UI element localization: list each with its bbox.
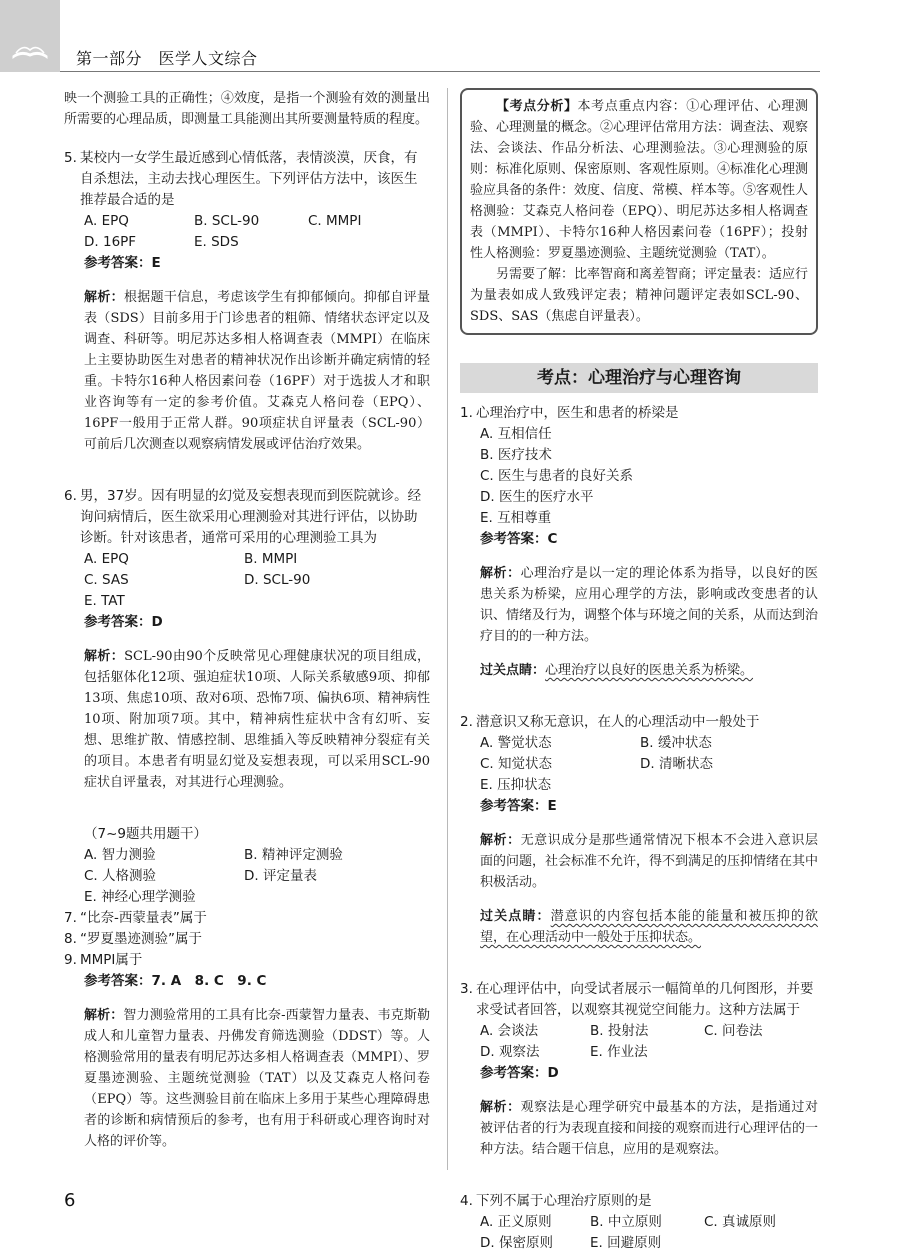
explanation-label: 解析：: [84, 649, 125, 664]
explanation-text: 无意识成分是那些通常情况下根本不会进入意识层面的问题，社会标准不允许，得不到满足的压抑情绪在其中积极活动。: [480, 833, 819, 890]
question-stem: 某校内一女学生最近感到心情低落，表情淡漠，厌食，有自杀想法，主动去找心理医生。下列评估方法中，该医生推荐最合适的是: [80, 150, 418, 208]
question-number: 5.: [64, 150, 77, 166]
intro-paragraph: 映一个测验工具的正确性；④效度，是指一个测验有效的测量出所需要的心理品质，即测量工具能测出其所要测量特质的程度。: [64, 91, 430, 127]
explanation-label: 解析：: [480, 1100, 521, 1115]
explanation: [460, 830, 818, 893]
column-divider: [447, 88, 448, 1170]
question-group-7-9: [64, 824, 430, 1152]
answer: 参考答案：E: [84, 255, 161, 271]
key-insight-label: 过关点睛：: [480, 909, 551, 924]
explanation-label: 解析：: [480, 566, 521, 581]
question-number: 2.: [460, 714, 473, 730]
explanation: [64, 287, 430, 455]
option-e: E. 回避原则: [590, 1235, 662, 1251]
explanation-text: 智力测验常用的工具有比奈-西蒙智力量表、韦克斯勒成人和儿童智力量表、丹佛发育筛选测验（DDST）等。人格测验常用的量表有明尼苏达多相人格调查表（MMPI）、罗夏墨迹测验、主题统觉测验（TAT）以及艾森克人格问卷（EPQ）等。这些测验目前在临床上多用于某些心理障碍患者的诊断和病情预后的参考，也有用于科研或心理咨询时对人格的评价等。: [84, 1008, 431, 1149]
question-stem: 在心理评估中，向受试者展示一幅简单的几何图形，并要求受试者回答，以观察其视觉空间能力。这种方法属于: [476, 981, 814, 1018]
option-e: E. SDS: [194, 234, 239, 250]
question-stem: “罗夏墨迹测验”属于: [80, 931, 202, 947]
explanation-text: 根据题干信息，考虑该学生有抑郁倾向。抑郁自评量表（SDS）目前多用于门诊患者的粗筛、情绪状态评定以及调查、科研等。明尼苏达多相人格调查表（MMPI）在临床上主要协助医生对患者的精神状况作出诊断并确定病情的轻重。卡特尔16种人格因素问卷（16PF）对于选拔人才和职业咨询等有一定的参考价值。艾森克人格问卷（EPQ）、16PF一般用于正常人群。90项症状自评量表（SCL-90）可前后几次测查以观察病情发展或评估治疗效果。: [84, 290, 430, 452]
option-b: B. 缓冲状态: [640, 735, 712, 751]
header-block: [0, 0, 60, 72]
explanation: [460, 563, 818, 647]
key-insight-label: 过关点睛：: [480, 663, 546, 678]
option-b: B. 投射法: [590, 1023, 649, 1039]
question-number: 9.: [64, 952, 77, 968]
question-stem: 心理治疗中，医生和患者的桥梁是: [476, 405, 679, 421]
option-a: A. 互相信任: [480, 426, 552, 442]
header-rule: [60, 71, 820, 72]
question-stem: MMPI属于: [80, 952, 143, 968]
question-6: [64, 486, 430, 793]
option-c: C. SAS: [84, 572, 129, 588]
question-3: [460, 979, 818, 1160]
explanation: [64, 1005, 430, 1152]
option-a: A. 会谈法: [480, 1023, 539, 1039]
key-insight-text: 潜意识的内容包括本能的能量和被压抑的欲望，在心理活动中一般处于压抑状态。: [480, 909, 818, 945]
answer: 参考答案：E: [480, 798, 557, 814]
option-c: C. MMPI: [308, 213, 362, 229]
question-number: 4.: [460, 1193, 473, 1209]
answer: 参考答案：D: [84, 614, 163, 630]
option-b: B. 精神评定测验: [244, 847, 343, 863]
question-stem: “比奈-西蒙量表”属于: [80, 910, 207, 926]
explanation-text: 观察法是心理学研究中最基本的方法，是指通过对被评估者的行为表现直接和间接的观察而进行心理评估的一种方法。结合题干信息，应用的是观察法。: [480, 1100, 819, 1157]
question-number: 6.: [64, 488, 77, 504]
analysis-extra-text: 另需要了解：比率智商和离差智商；评定量表：适应行为量表如成人致残评定表；精神问题评定表如SCL-90、SDS、SAS（焦虑自评量表）。: [470, 267, 809, 324]
question-number: 7.: [64, 910, 77, 926]
option-a: A. EPQ: [84, 551, 129, 567]
option-b: B. MMPI: [244, 551, 298, 567]
option-a: A. EPQ: [84, 213, 129, 229]
option-c: C. 真诚原则: [704, 1214, 777, 1230]
option-a: A. 智力测验: [84, 847, 156, 863]
question-stem: 下列不属于心理治疗原则的是: [476, 1193, 652, 1209]
key-insight-text: 心理治疗以良好的医患关系为桥梁。: [545, 663, 754, 678]
option-d: D. 保密原则: [480, 1235, 553, 1251]
option-e: E. 作业法: [590, 1044, 648, 1060]
explanation: [460, 1097, 818, 1160]
section-title: 考点：心理治疗与心理咨询: [460, 363, 818, 393]
option-a: A. 警觉状态: [480, 735, 552, 751]
option-b: B. 中立原则: [590, 1214, 662, 1230]
question-stem: 男，37岁。因有明显的幻觉及妄想表现而到医院就诊。经询问病情后，医生欲采用心理测验对其进行评估，以协助诊断。针对该患者，通常可采用的心理测验工具为: [80, 488, 422, 546]
option-e: E. 神经心理学测验: [84, 889, 196, 905]
header-title: 第一部分 医学人文综合: [76, 49, 258, 68]
option-d: D. 观察法: [480, 1044, 540, 1060]
question-stem: 潜意识又称无意识，在人的心理活动中一般处于: [476, 714, 760, 730]
question-4: [460, 1191, 818, 1254]
explanation: [64, 646, 430, 793]
analysis-text: 本考点重点内容：①心理评估、心理测验、心理测量的概念。②心理评估常用方法：调查法、观察法、会谈法、作品分析法、心理测验法。③心理测验的原则：标准化原则、保密原则、客观性原则。④标准化心理测验应具备的条件：效度、信度、常模、样本等。⑤客观性人格测验：艾森克人格问卷（EPQ）、明尼苏达多相人格调查表（MMPI）、卡特尔16种人格因素问卷（16PF）；投射性人格测验：罗夏墨迹测验、主题统觉测验（TAT）。: [470, 99, 809, 261]
question-1: [460, 403, 818, 681]
page-number: 6: [64, 1190, 76, 1211]
option-d: D. SCL-90: [244, 572, 311, 588]
option-b: B. SCL-90: [194, 213, 260, 229]
option-c: C. 人格测验: [84, 868, 157, 884]
option-d: D. 16PF: [84, 234, 137, 250]
answer: 参考答案：7. A 8. C 9. C: [84, 973, 267, 989]
question-number: 8.: [64, 931, 77, 947]
option-c: C. 医生与患者的良好关系: [480, 468, 634, 484]
option-c: C. 问卷法: [704, 1023, 763, 1039]
question-5: [64, 148, 430, 455]
option-d: D. 医生的医疗水平: [480, 489, 594, 505]
option-e: E. 压抑状态: [480, 777, 552, 793]
answer: 参考答案：C: [480, 531, 558, 547]
answer: 参考答案：D: [480, 1065, 559, 1081]
book-logo-icon: [11, 38, 49, 60]
option-d: D. 评定量表: [244, 868, 317, 884]
right-column: [460, 88, 818, 1254]
explanation-label: 解析：: [480, 833, 521, 848]
shared-stem-label: （7~9题共用题干）: [84, 826, 207, 842]
key-insight: [460, 660, 818, 681]
question-number: 1.: [460, 405, 473, 421]
left-column: [64, 88, 430, 1165]
explanation-label: 解析：: [84, 290, 124, 305]
question-number: 3.: [460, 981, 473, 997]
key-insight: [460, 906, 818, 948]
option-e: E. TAT: [84, 593, 125, 609]
explanation-text: SCL-90由90个反映常见心理健康状况的项目组成，包括躯体化12项、强迫症状10项、人际关系敏感9项、抑郁13项、焦虑10项、敌对6项、恐怖7项、偏执6项、精神病性10项、附加项7项。其中，精神病性症状中含有幻听、妄想、思维扩散、情感控制、思维插入等反映精神分裂症有关的项目。本患者有明显幻觉及妄想表现，可以采用SCL-90症状自评量表，对其进行心理测验。: [84, 649, 430, 790]
option-c: C. 知觉状态: [480, 756, 553, 772]
analysis-label: 【考点分析】: [496, 99, 578, 114]
explanation-label: 解析：: [84, 1008, 124, 1023]
question-2: [460, 712, 818, 948]
option-d: D. 清晰状态: [640, 756, 713, 772]
explanation-text: 心理治疗是以一定的理论体系为指导，以良好的医患关系为桥梁，应用心理学的方法，影响或改变患者的认识、情绪及行为，调整个体与环境之间的关系，从而达到治疗目的的一种方法。: [480, 566, 819, 644]
option-b: B. 医疗技术: [480, 447, 552, 463]
option-e: E. 互相尊重: [480, 510, 552, 526]
key-point-analysis-box: [460, 88, 818, 335]
option-a: A. 正义原则: [480, 1214, 552, 1230]
